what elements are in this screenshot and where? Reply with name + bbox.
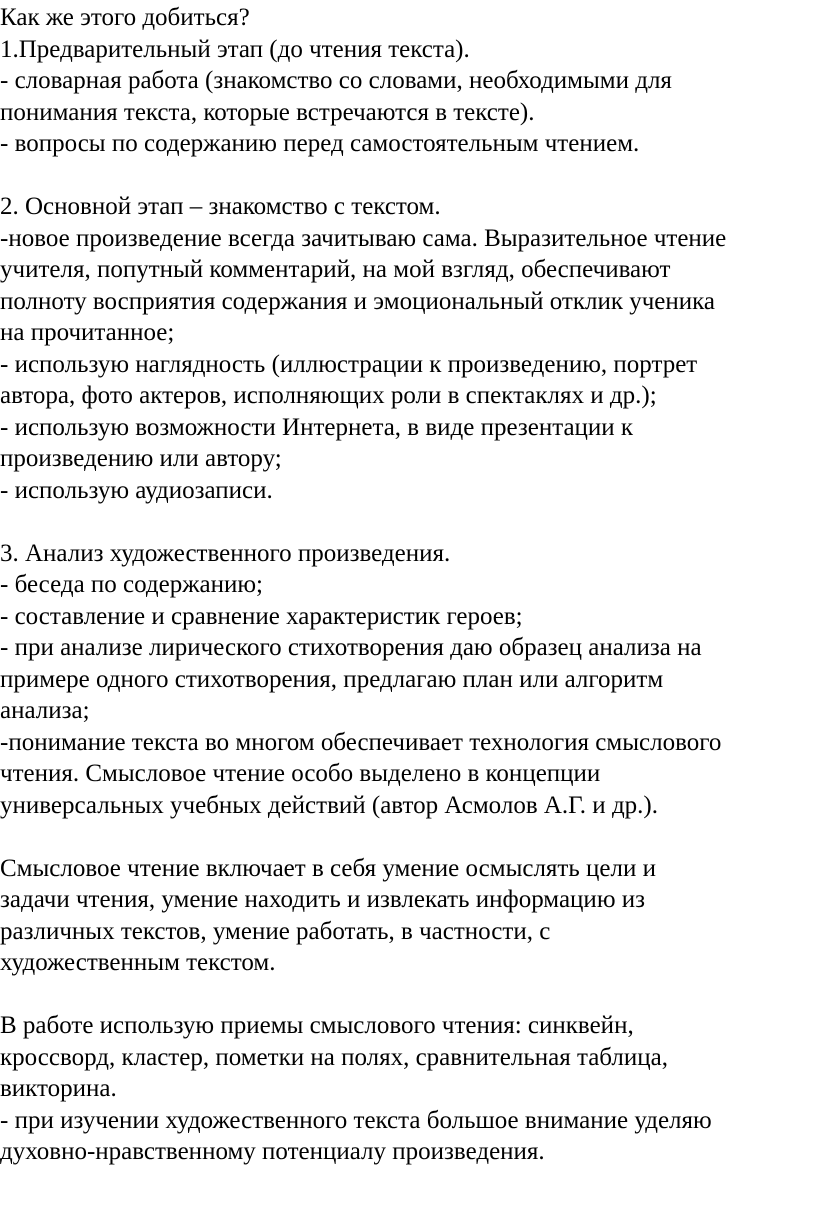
paragraph-line: В работе использую приемы смыслового чтения: синквейн,	[0, 1012, 634, 1039]
stage-3-section	[0, 538, 816, 822]
stage-1-title: 1.Предварительный этап (до чтения текста).	[0, 35, 470, 63]
semantic-reading-paragraph	[0, 853, 816, 979]
stage-2-line: автора, фото актеров, исполняющих роли в спектаклях и др.);	[0, 382, 657, 409]
stage-2-line: - использую аудиозаписи.	[0, 476, 273, 504]
stage-2-line: на прочитанное;	[0, 319, 175, 346]
paragraph-line: задачи чтения, умение находить и извлекать информацию из	[0, 886, 645, 913]
stage-2-title: 2. Основной этап – знакомство с текстом.	[0, 193, 441, 220]
paragraph-line: духовно-нравственному потенциалу произведения.	[0, 1138, 545, 1165]
document-body	[0, 2, 816, 1168]
stage-2-line: учителя, попутный комментарий, на мой взгляд, обеспечивают	[0, 256, 671, 283]
stage-1-line: - словарная работа (знакомство со словами, необходимыми для	[0, 67, 672, 94]
stage-2-section	[0, 191, 816, 506]
stage-3-line: - при анализе лирического стихотворения даю образец анализа на	[0, 634, 702, 661]
stage-2-line: - использую возможности Интернета, в виде презентации к	[0, 413, 634, 441]
stage-3-line: примере одного стихотворения, предлагаю план или алгоритм	[0, 665, 664, 693]
stage-2-line: произведению или автору;	[0, 445, 282, 472]
stage-1-section	[0, 34, 816, 160]
stage-3-title: 3. Анализ художественного произведения.	[0, 539, 451, 567]
stage-2-line: полноту восприятия содержания и эмоциональный отклик ученика	[0, 287, 716, 315]
stage-3-line: -понимание текста во многом обеспечивает технология смыслового	[0, 728, 722, 756]
paragraph-spacer	[0, 821, 816, 853]
stage-1-line: понимания текста, которые встречаются в тексте).	[0, 98, 535, 126]
paragraph-spacer	[0, 506, 816, 538]
paragraph-line: Смысловое чтение включает в себя умение осмыслять цели и	[0, 854, 656, 882]
stage-1-line: - вопросы по содержанию перед самостоятельным чтением.	[0, 130, 640, 157]
stage-3-line: универсальных учебных действий (автор Асмолов А.Г. и др.).	[0, 791, 658, 819]
paragraph-line: - при изучении художественного текста большое внимание уделяю	[0, 1106, 712, 1134]
document-heading: Как же этого добиться?	[0, 4, 250, 31]
paragraph-line: художественным текстом.	[0, 949, 276, 976]
methods-paragraph	[0, 1010, 816, 1168]
stage-3-line: - беседа по содержанию;	[0, 571, 263, 598]
paragraph-spacer	[0, 160, 816, 192]
paragraph-line: кроссворд, кластер, пометки на полях, сравнительная таблица,	[0, 1043, 668, 1071]
paragraph-spacer	[0, 979, 816, 1011]
paragraph-line: различных текстов, умение работать, в частности, с	[0, 917, 551, 945]
stage-3-line: анализа;	[0, 697, 90, 724]
stage-3-line: чтения. Смысловое чтение особо выделено в концепции	[0, 760, 601, 787]
stage-2-line: -новое произведение всегда зачитываю сама. Выразительное чтение	[0, 224, 727, 252]
stage-3-line: - составление и сравнение характеристик героев;	[0, 602, 523, 630]
paragraph-line: викторина.	[0, 1075, 117, 1102]
stage-2-line: - использую наглядность (иллюстрации к произведению, портрет	[0, 350, 698, 378]
